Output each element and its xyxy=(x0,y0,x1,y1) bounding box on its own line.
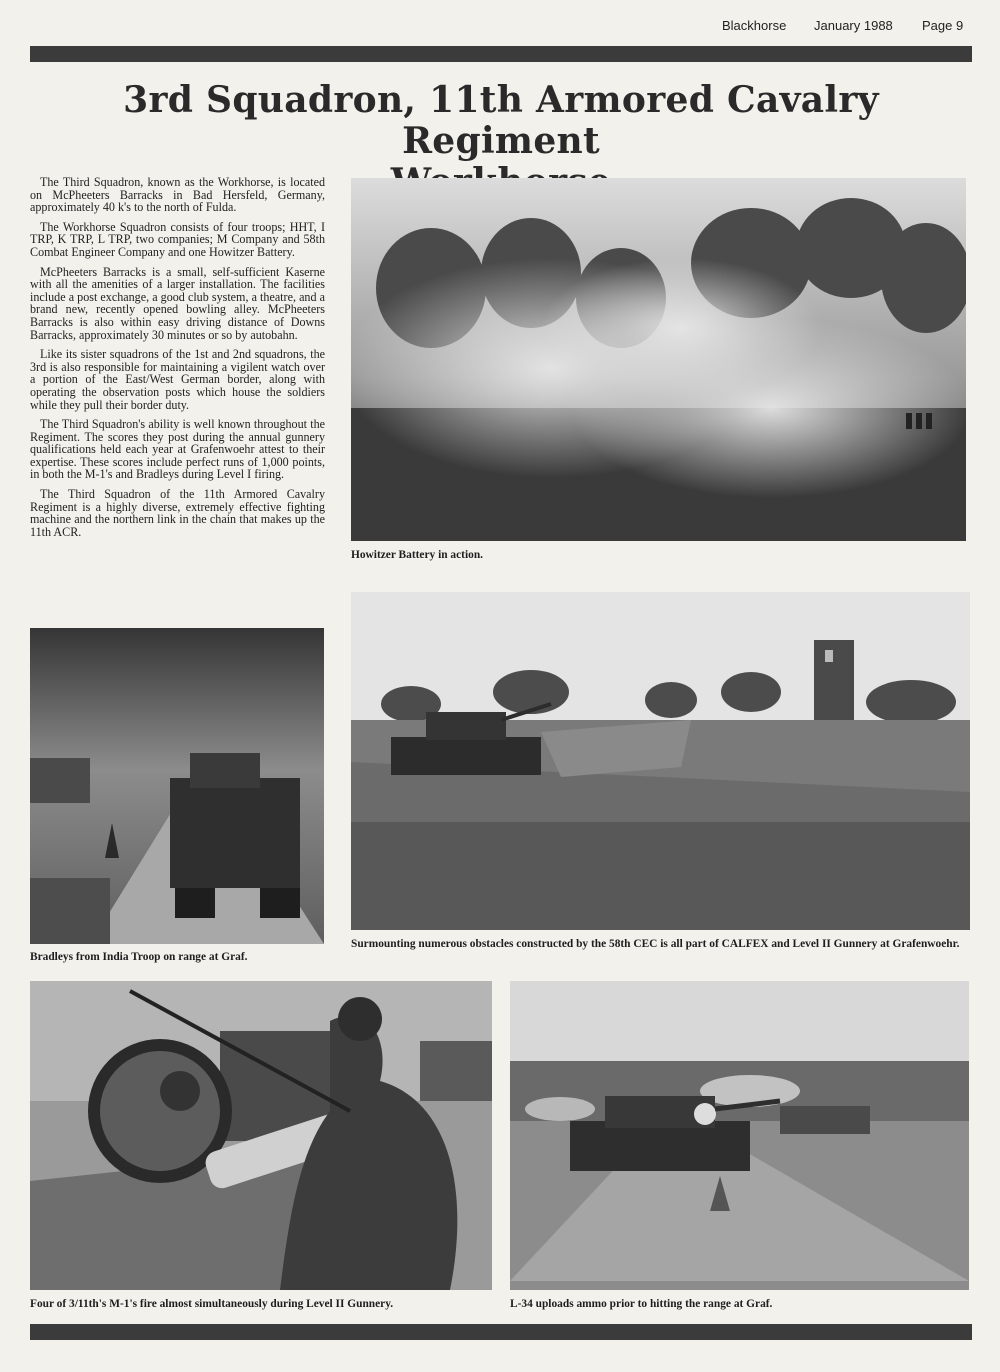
caption-obstacles: Surmounting numerous obstacles constructed by the 58th CEC is all part of CALFEX and Level II Gunnery at Grafenwoehr. xyxy=(351,938,960,950)
top-rule xyxy=(30,46,972,62)
photo-bradleys-india-troop xyxy=(30,628,324,944)
publication-name: Blackhorse xyxy=(722,18,787,33)
page-number: Page 9 xyxy=(922,18,964,33)
paragraph-1: The Third Squadron, known as the Workhorse, is located on McPheeters Barracks in Bad Hersfeld, Germany, approximately 40 k's to the north of Fulda. xyxy=(30,175,325,215)
paragraph-3: McPheeters Barracks is a small, self-sufficient Kaserne with all the amenities of a larger installation. The facilities include a post exchange, a good club system, a theatre, and a brand new, recently opened bowling alley. McPheeters Barracks is also within easy driving distance of Downs Barracks, approximately 30 minutes or so by autobahn. xyxy=(30,264,325,342)
paragraph-4: Like its sister squadrons of the 1st and 2nd squadrons, the 3rd is also responsible for maintaining a vigilent watch over a portion of the East/West German border, along with operating the observation posts which house the soldiers while they pull their border duty. xyxy=(30,347,325,412)
title-line-1: 3rd Squadron, 11th Armored Cavalry Regiment xyxy=(123,79,879,162)
article-body xyxy=(30,176,325,545)
caption-m1-fire: Four of 3/11th's M-1's fire almost simultaneously during Level II Gunnery. xyxy=(30,1298,394,1310)
caption-howitzer-battery: Howitzer Battery in action. xyxy=(351,549,484,561)
caption-bradleys: Bradleys from India Troop on range at Graf. xyxy=(30,951,248,963)
paragraph-2: The Workhorse Squadron consists of four troops; HHT, I TRP, K TRP, L TRP, two companies; M Company and 58th Combat Engineer Company and one Howitzer Battery. xyxy=(30,219,325,259)
photo-m1-fire xyxy=(30,981,492,1290)
photo-l34-ammo xyxy=(510,981,969,1290)
issue-date: January 1988 xyxy=(814,18,893,33)
paragraph-6: The Third Squadron of the 11th Armored Cavalry Regiment is a highly diverse, extremely effective fighting machine and the northern link in the chain that makes up the 11th ACR. xyxy=(30,487,325,539)
caption-l34: L-34 uploads ammo prior to hitting the range at Graf. xyxy=(510,1298,773,1310)
photo-howitzer-battery xyxy=(351,178,966,541)
paragraph-5: The Third Squadron's ability is well known throughout the Regiment. The scores they post during the annual gunnery qualifications held each year at Grafenwoehr attest to their expertise. These scores include perfect runs of 1,000 points, in both the M-1's and Bradleys during Level I firing. xyxy=(30,417,325,482)
photo-obstacles-calfex xyxy=(351,592,970,930)
bottom-rule xyxy=(30,1324,972,1340)
